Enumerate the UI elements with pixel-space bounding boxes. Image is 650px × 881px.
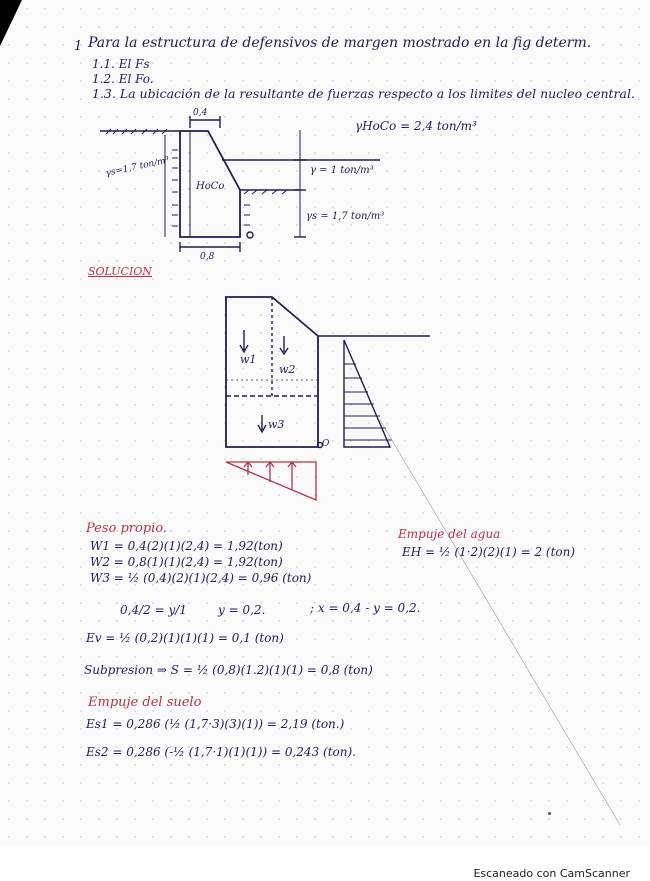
gamma-water-label: γ = 1 ton/m³ bbox=[310, 165, 374, 176]
problem-number: 1 bbox=[74, 39, 83, 54]
x-value: ; x = 0,4 - y = 0,2. bbox=[310, 601, 421, 615]
uplift-arrows bbox=[244, 462, 296, 490]
subpresion-equation: Subpresion ⇒ S = ½ (0,8)(1.2)(1)(1) = 0,8 (ton) bbox=[84, 663, 373, 677]
es1-equation: Es1 = 0,286 (½ (1,7·3)(3)(1)) = 2,19 (ton.) bbox=[86, 717, 345, 731]
empuje-agua-title: Empuje del agua bbox=[398, 527, 501, 541]
w3-label: w3 bbox=[268, 418, 285, 431]
w1-arrow bbox=[240, 330, 248, 352]
scanner-watermark: Escaneado con CamScanner bbox=[473, 867, 630, 880]
item-1-2: 1.2. El Fo. bbox=[92, 72, 154, 86]
page-crease bbox=[380, 420, 620, 825]
base-width-label: 0,8 bbox=[200, 252, 215, 262]
w2-label: w2 bbox=[279, 363, 296, 376]
top-width-label: 0,4 bbox=[193, 108, 208, 118]
ink-dot bbox=[548, 812, 551, 815]
right-wall-hatch bbox=[244, 205, 250, 225]
peso-propio-title: Peso propio. bbox=[86, 521, 168, 536]
ev-equation: Ev = ½ (0,2)(1)(1)(1) = 0,1 (ton) bbox=[86, 631, 284, 645]
w3-arrow bbox=[258, 415, 266, 432]
w3-equation: W3 = ½ (0,4)(2)(1)(2,4) = 0,96 (ton) bbox=[90, 571, 312, 585]
y-value: y = 0,2. bbox=[218, 603, 266, 617]
w1-equation: W1 = 0,4(2)(1)(2,4) = 1,92(ton) bbox=[90, 539, 283, 553]
material-label: HoCo bbox=[196, 181, 225, 192]
point-o-label: O bbox=[322, 439, 330, 449]
empuje-suelo-title: Empuje del suelo bbox=[88, 695, 202, 710]
gamma-soil-left-label: γs=1,7 ton/m³ bbox=[104, 155, 171, 179]
gamma-soil-right-label: γs = 1,7 ton/m³ bbox=[306, 211, 385, 222]
eh-equation: EH = ½ (1·2)(2)(1) = 2 (ton) bbox=[402, 545, 576, 559]
uplift-triangle bbox=[226, 462, 316, 500]
item-1-3: 1.3. La ubicación de la resultante de fuerzas respecto a los limites del nucleo central. bbox=[92, 86, 635, 101]
gamma-concrete-label: γHoCo = 2,4 ton/m³ bbox=[355, 119, 477, 133]
point-o-figure bbox=[247, 232, 253, 238]
ratio-equation: 0,4/2 = y/1 bbox=[120, 603, 187, 617]
left-wall-hatch bbox=[172, 150, 178, 226]
item-1-1: 1.1. El Fs bbox=[92, 57, 150, 71]
problem-statement: Para la estructura de defensivos de margen mostrado en la fig determ. bbox=[88, 35, 592, 51]
scanner-footer bbox=[0, 845, 650, 881]
pressure-triangle bbox=[344, 340, 390, 447]
w2-equation: W2 = 0,8(1)(1)(2,4) = 1,92(ton) bbox=[90, 555, 283, 569]
solution-title: SOLUCION bbox=[88, 265, 152, 278]
w2-arrow bbox=[280, 336, 288, 354]
w1-label: w1 bbox=[240, 353, 257, 366]
es2-equation: Es2 = 0,286 (-½ (1,7·1)(1)(1)) = 0,243 (ton). bbox=[86, 745, 356, 759]
